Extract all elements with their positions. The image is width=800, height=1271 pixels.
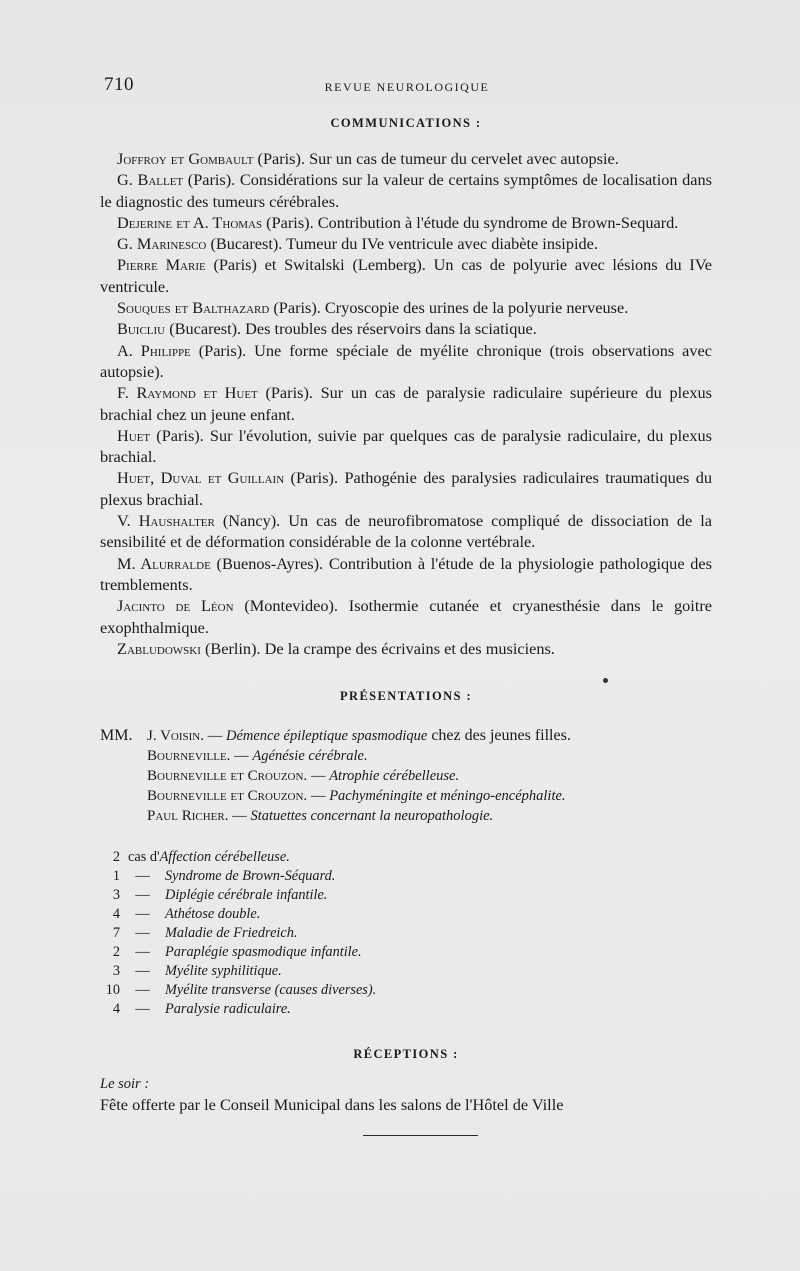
- presentation-authors: Paul Richer.: [147, 808, 229, 825]
- presentations-heading: PRÉSENTATIONS :: [339, 689, 473, 704]
- case-label: Paraplégie spasmodique infantile.: [165, 944, 362, 961]
- case-row: [100, 1000, 712, 1019]
- case-label: Maladie de Friedreich.: [165, 925, 298, 942]
- case-count: 4: [112, 906, 120, 923]
- case-separator: —: [135, 887, 150, 904]
- communication-authors: Huet, Duval et Guillain: [117, 468, 285, 488]
- presentation-title: Démence épileptique spasmodique: [225, 728, 428, 745]
- case-separator: —: [135, 925, 150, 942]
- presentation-title: Agénésie cérébrale.: [252, 748, 368, 765]
- presentation-tail: chez des jeunes filles.: [427, 727, 571, 745]
- communication-text: (Paris). Pathogénie des paralysies radiculaires traumatiques du plexus brachial.: [100, 468, 712, 509]
- presentation-item: [100, 806, 712, 826]
- communication-text: (Paris). Une forme spéciale de myélite chronique (trois observations avec autopsie).: [100, 340, 712, 381]
- communication-text: (Montevideo). Isothermie cutanée et cryanesthésie dans le goitre exophthalmique.: [100, 596, 713, 637]
- presentation-dash: —: [310, 788, 326, 805]
- case-count: 3: [112, 887, 120, 904]
- case-count: 2: [112, 849, 120, 866]
- case-row: [100, 962, 712, 981]
- communication-text: (Paris). Sur l'évolution, suivie par quelques cas de paralysie radiculaire, du plexus brachial.: [100, 425, 712, 467]
- case-row: [100, 886, 712, 905]
- closing-rule: [363, 1135, 478, 1136]
- receptions-event: Fête offerte par le Conseil Municipal dans les salons de l'Hôtel de Ville: [100, 1095, 564, 1115]
- case-row: [100, 867, 712, 886]
- presentation-dash: —: [234, 748, 249, 765]
- communication-authors: Zabludowski: [117, 638, 201, 658]
- case-row: [100, 848, 712, 867]
- communication-item: [100, 595, 712, 638]
- receptions-heading: RÉCEPTIONS :: [353, 1047, 459, 1062]
- case-count: 1: [112, 868, 120, 885]
- communication-authors: Dejerine et A. Thomas: [117, 212, 263, 232]
- case-label: Athétose double.: [165, 906, 261, 923]
- communications-heading: COMMUNICATIONS :: [330, 116, 482, 130]
- communication-item: [100, 382, 712, 425]
- communication-item: [100, 254, 712, 297]
- communication-item: [100, 318, 712, 339]
- presentation-dash: —: [310, 768, 326, 785]
- communication-item: [100, 233, 712, 254]
- case-separator: —: [135, 982, 150, 999]
- presentation-item: [100, 746, 712, 766]
- presentation-item: [100, 786, 712, 806]
- communication-text: (Berlin). De la crampe des écrivains et des musiciens.: [200, 638, 555, 658]
- case-label: Diplégie cérébrale infantile.: [165, 887, 328, 904]
- presentation-title: Statuettes concernant la neuropathologie.: [250, 808, 494, 825]
- case-row: [100, 943, 712, 962]
- ink-speck: [603, 678, 608, 683]
- case-label: Affection cérébelleuse.: [159, 849, 290, 866]
- communication-authors: F. Raymond et Huet: [117, 383, 258, 403]
- case-row: [100, 981, 712, 1000]
- case-separator: —: [135, 868, 150, 885]
- communication-item: [100, 212, 712, 233]
- case-label: Myélite syphilitique.: [165, 963, 282, 980]
- receptions-evening-label: Le soir :: [100, 1076, 150, 1093]
- communication-text: (Paris). Cryoscopie des urines de la polyurie nerveuse.: [269, 298, 629, 318]
- case-label: Paralysie radiculaire.: [165, 1001, 291, 1018]
- case-count: 7: [112, 925, 120, 942]
- presentation-dash: —: [232, 808, 247, 825]
- communication-text: (Bucarest). Tumeur du IVe ventricule avec diabète insipide.: [206, 234, 598, 254]
- presentation-title: Atrophie cérébelleuse.: [329, 768, 460, 785]
- communication-authors: A. Philippe: [117, 340, 191, 360]
- communication-item: [100, 148, 712, 169]
- communication-text: (Paris). Sur un cas de paralysie radiculaire supérieure du plexus brachial chez un jeune enfant.: [100, 383, 712, 424]
- page-number: 710: [104, 74, 134, 95]
- communication-authors: Huet: [117, 425, 151, 445]
- communication-text: (Paris). Considérations sur la valeur de certains symptômes de localisation dans le diagnostic des tumeurs cérébrales.: [100, 170, 712, 211]
- communication-item: [100, 340, 712, 383]
- page-content: [100, 116, 712, 1136]
- communication-text: (Bucarest). Des troubles des réservoirs dans la sciatique.: [165, 319, 537, 339]
- communication-item: [100, 425, 712, 468]
- case-count: 3: [112, 963, 120, 980]
- presentation-item: [100, 766, 712, 786]
- presentation-item: [100, 726, 712, 746]
- communication-item: [100, 553, 712, 596]
- communication-authors: M. Alurralde: [117, 553, 211, 573]
- presentation-authors: Bourneville et Crouzon.: [147, 788, 308, 805]
- case-count: 10: [105, 982, 120, 999]
- case-row: [100, 924, 712, 943]
- communication-item: [100, 510, 712, 553]
- case-separator: cas d': [128, 849, 160, 866]
- communication-text: (Buenos-Ayres). Contribution à l'étude de la physiologie pathologique des tremblements.: [100, 553, 712, 594]
- page-header: [104, 74, 710, 98]
- case-row: [100, 905, 712, 924]
- presentation-authors: Bourneville et Crouzon.: [147, 768, 308, 785]
- communication-authors: G. Marinesco: [117, 234, 207, 254]
- communication-item: [100, 638, 712, 659]
- case-separator: —: [135, 1001, 150, 1018]
- cases-list: [100, 848, 712, 1019]
- presentations-list: [100, 726, 712, 826]
- communication-text: (Nancy). Un cas de neurofibromatose compliqué de dissociation de la sensibilité et de déformation considérable de la colonne vertébrale.: [100, 511, 712, 552]
- case-label: Myélite transverse (causes diverses).: [165, 982, 377, 999]
- case-separator: —: [135, 906, 150, 923]
- communication-item: [100, 169, 712, 212]
- communication-text: (Paris). Sur un cas de tumeur du cervelet avec autopsie.: [253, 149, 619, 168]
- communication-text: (Paris). Contribution à l'étude du syndrome de Brown-Sequard.: [262, 212, 679, 232]
- case-count: 2: [112, 944, 120, 961]
- case-separator: —: [135, 944, 150, 961]
- presentation-title: Pachyméningite et méningo-encéphalite.: [329, 788, 566, 805]
- presentation-authors: Bourneville.: [147, 748, 231, 765]
- case-separator: —: [135, 963, 150, 980]
- communication-authors: G. Ballet: [117, 170, 184, 190]
- communication-text: (Paris) et Switalski (Lemberg). Un cas de polyurie avec lésions du IVe ventricule.: [100, 255, 713, 296]
- communication-authors: Joffroy et Gombault: [117, 149, 254, 168]
- communications-list: [100, 148, 712, 659]
- communication-authors: Souques et Balthazard: [117, 298, 270, 318]
- communication-authors: Jacinto de Léon: [117, 596, 234, 616]
- presentation-authors: J. Voisin.: [147, 728, 204, 745]
- communication-item: [100, 467, 712, 510]
- communication-authors: Pierre Marie: [117, 255, 206, 275]
- running-title: REVUE NEUROLOGIQUE: [324, 80, 490, 94]
- presentation-lead: MM.: [100, 727, 133, 745]
- case-count: 4: [112, 1001, 120, 1018]
- communication-authors: V. Haushalter: [117, 511, 215, 531]
- case-label: Syndrome de Brown-Séquard.: [165, 868, 336, 885]
- communication-item: [100, 297, 712, 318]
- presentation-dash: —: [207, 728, 223, 745]
- communication-authors: Buicliu: [117, 319, 166, 339]
